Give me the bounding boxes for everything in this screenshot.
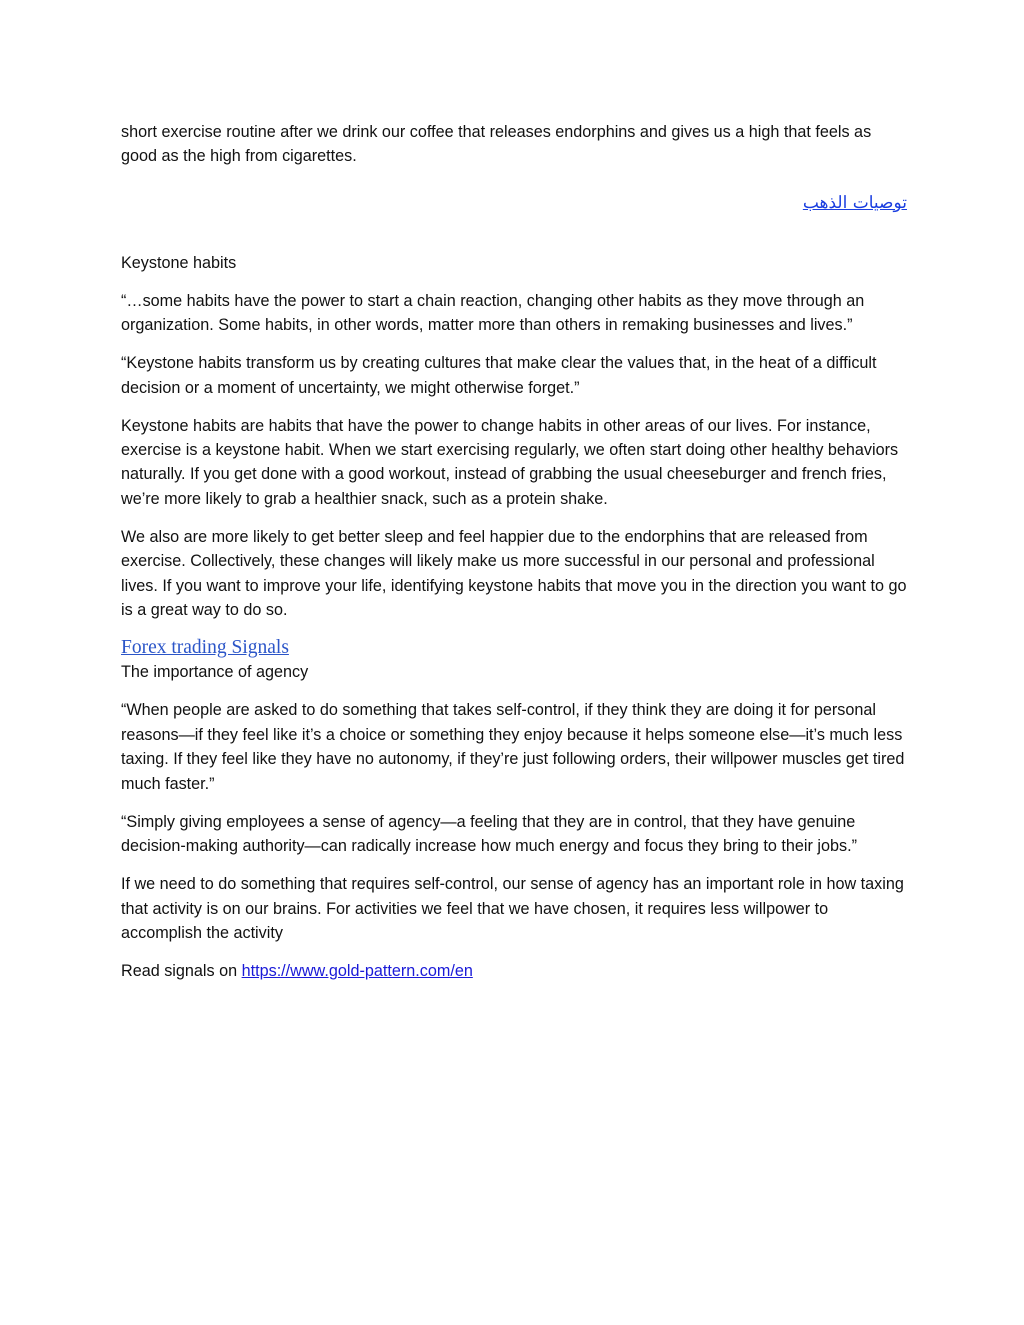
arabic-link-paragraph (121, 189, 907, 217)
document-page (121, 120, 907, 983)
read-signals-prefix: Read signals on (121, 961, 242, 980)
keystone-quote-2: “Keystone habits transform us by creating cultures that make clear the values that, in the heat of a difficult decision or a moment of uncertainty, we might otherwise forget.” (121, 354, 877, 397)
keystone-heading: Keystone habits (121, 253, 237, 272)
keystone-benefits-paragraph: We also are more likely to get better sleep and feel happier due to the endorphins that are released from exercise. Collectively, these changes will likely make us more successful in our personal and professional lives. If you want to improve your life, identifying keystone habits that move you in the direction you want to go is a great way to do so. (121, 527, 907, 620)
agency-quote-1: “When people are asked to do something that takes self-control, if they think they are doing it for personal reasons—if they feel like it’s a choice or something they enjoy because it helps someone else—it’s much less taxing. If they feel like they have no autonomy, if they’re just following orders, their willpower muscles get tired much faster.” (121, 701, 905, 793)
agency-heading: The importance of agency (121, 663, 309, 682)
forex-link-paragraph (121, 636, 907, 660)
agency-explanation-paragraph: If we need to do something that requires self-control, our sense of agency has an important role in how taxing that activity is on our brains. For activities we feel that we have chosen, it requires less willpower to accomplish the activity (121, 875, 904, 942)
intro-continuation-paragraph: short exercise routine after we drink our coffee that releases endorphins and gives us a high that feels as good as the high from cigarettes. (121, 123, 872, 166)
read-signals-paragraph (121, 959, 907, 983)
keystone-quote-1: “…some habits have the power to start a chain reaction, changing other habits as they move through an organization. Some habits, in other words, matter more than others in remaking businesses and lives.” (121, 291, 865, 335)
forex-trading-signals-link[interactable]: Forex trading Signals (121, 637, 289, 659)
agency-quote-2: “Simply giving employees a sense of agency—a feeling that they are in control, that they have genuine decision-making authority—can radically increase how much energy and focus they bring to their jobs.” (121, 812, 858, 856)
keystone-explanation-paragraph: Keystone habits are habits that have the power to change habits in other areas of our lives. For instance, exercise is a keystone habit. When we start exercising regularly, we often start doing other healthy behaviors naturally. If you get done with a good workout, instead of grabbing the usual cheeseburger and french fries, we’re more likely to grab a healthier snack, such as a protein shake. (121, 416, 899, 508)
gold-pattern-url-link[interactable]: https://www.gold-pattern.com/en (241, 961, 473, 980)
gold-recommendations-link[interactable]: توصيات الذهب (802, 192, 907, 213)
